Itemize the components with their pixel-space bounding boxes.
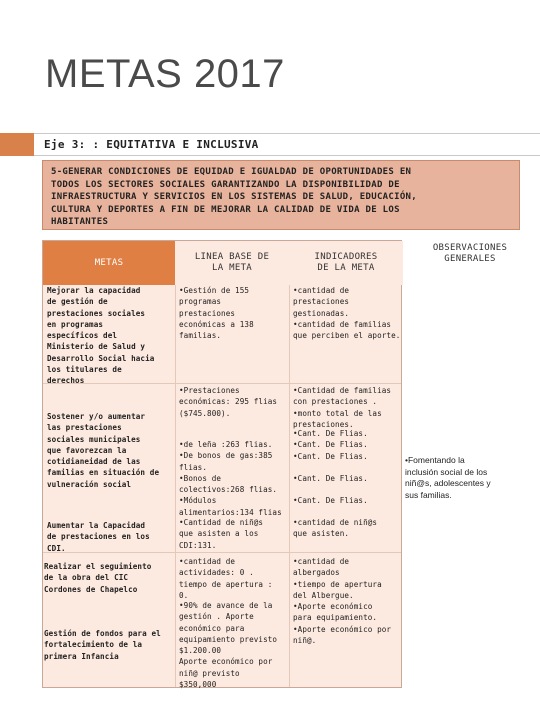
text-line: 5-GENERAR CONDICIONES DE EQUIDAD E IGUALDAD DE OPORTUNIDADES EN — [51, 167, 412, 177]
text-line: •Aporte económico por — [293, 624, 392, 634]
text-line: tiempo de apertura : — [179, 579, 273, 589]
meta-cell — [47, 520, 173, 554]
meta-cell — [44, 628, 174, 662]
indicador-cell — [293, 473, 401, 484]
text-line: económicas a 138 — [179, 319, 254, 329]
text-line: •Cant. De Flias. — [293, 429, 368, 438]
text-line: las prestaciones — [47, 423, 122, 433]
linea-base-cell — [179, 517, 287, 551]
text-line: vulneración social — [47, 479, 132, 489]
text-line: •Gestión de 155 — [179, 286, 250, 295]
text-line: primera Infancia — [44, 651, 119, 661]
text-line: •cantidad de — [293, 286, 350, 295]
text-line: sociales municipales — [47, 434, 141, 444]
text-line: de la obra del CIC — [44, 573, 129, 583]
text-line: •Cantidad de niñ@s — [179, 518, 264, 527]
text-line: de prestaciones en los — [47, 532, 150, 542]
text-line: que asisten. — [293, 529, 350, 539]
header-indicadores — [289, 241, 403, 285]
text-line: Desarrollo Social hacia — [47, 353, 155, 363]
meta-cell — [44, 561, 174, 595]
text-line: gestión . Aporte — [179, 612, 254, 622]
meta-cell — [47, 411, 173, 490]
text-line: Gestión de fondos para el — [44, 629, 161, 638]
text-line: cotidianeidad de las — [47, 457, 141, 467]
goal-box — [42, 160, 520, 230]
text-line: •cantidad de familias — [293, 319, 392, 329]
column-divider — [289, 285, 290, 687]
indicador-cell — [293, 556, 401, 646]
header-linea-base-line: LINEA BASE DE — [194, 252, 270, 262]
text-line: •Aporte económico — [293, 602, 373, 612]
axis-title: Eje 3: : EQUITATIVA E INCLUSIVA — [44, 138, 259, 151]
text-line: •Cant. De Flias. — [293, 474, 368, 483]
header-observaciones-line: GENERALES — [444, 254, 496, 264]
text-line: Aporte económico por — [179, 657, 273, 667]
text-line: niñ@s, adolescentes y — [405, 478, 491, 488]
text-line: niñ@ previsto — [179, 668, 240, 678]
text-line: niñ@. — [293, 636, 317, 646]
text-line: •cantidad de niñ@s — [293, 518, 378, 527]
text-line: específicos del — [47, 331, 118, 341]
text-line: CDI:131. — [179, 540, 217, 550]
text-line: que asisten a los — [179, 529, 259, 539]
text-line: para equipamiento. — [293, 613, 378, 623]
text-line: Realizar el seguimiento — [44, 562, 152, 571]
text-line: •de leña :263 flias. — [179, 440, 273, 449]
text-line: •Cantidad de familias — [293, 386, 392, 395]
text-line: inclusión social de los — [405, 466, 488, 477]
text-line: actividades: 0 . — [179, 568, 254, 578]
header-observaciones — [408, 243, 532, 265]
linea-base-cell — [179, 600, 287, 690]
linea-base-cell — [179, 556, 287, 601]
text-line: sus familias. — [405, 489, 452, 500]
text-line: Sostener y/o aumentar — [47, 412, 146, 421]
header-linea-base-line: LA META — [211, 263, 253, 273]
text-line: los titulares de — [47, 365, 122, 375]
text-line: en programas — [47, 319, 104, 329]
text-line: que perciben el aporte. — [293, 331, 401, 341]
text-line: equipamiento previsto — [179, 634, 278, 644]
text-line: •cantidad de — [293, 557, 350, 566]
text-line: prestaciones. — [293, 419, 354, 429]
text-line: ($745.800). — [179, 408, 231, 418]
text-line: •cantidad de — [179, 557, 236, 566]
text-line: del Albergue. — [293, 590, 354, 600]
text-line: con prestaciones . — [293, 397, 378, 407]
indicador-cell — [293, 428, 401, 462]
text-line: Mejorar la capacidad — [47, 286, 141, 295]
header-indicadores-line: DE LA META — [317, 263, 375, 273]
text-line: •Bonos de — [179, 473, 222, 483]
text-line: prestaciones — [179, 308, 236, 318]
indicador-cell — [293, 285, 401, 341]
text-line: $350,000 — [179, 680, 217, 690]
header-observaciones-line: OBSERVACIONES — [432, 243, 508, 253]
text-line: Cordones de Chapelco — [44, 584, 138, 594]
text-line: Aumentar la Capacidad — [47, 521, 146, 530]
text-line: flias. — [179, 462, 208, 472]
text-line: prestaciones sociales — [47, 308, 146, 318]
text-line: •tiempo de apertura — [293, 579, 382, 589]
column-divider — [175, 285, 176, 687]
page-title: METAS 2017 — [45, 52, 285, 96]
text-line: de gestión de — [47, 297, 108, 307]
text-line: alimentarios:134 flias — [179, 507, 282, 517]
axis-bar — [34, 133, 540, 156]
accent-block — [0, 133, 34, 156]
text-line: que favorezcan la — [47, 445, 127, 455]
text-line: •Módulos — [179, 496, 217, 506]
text-line: •De bonos de gas:385 — [179, 451, 273, 461]
text-line: fortalecimiento de la — [44, 640, 143, 650]
text-line: familias. — [179, 331, 222, 341]
text-line: •Cant. De Flias. — [293, 440, 368, 450]
text-line: HABITANTES — [51, 217, 109, 227]
text-line: Ministerio de Salud y — [47, 342, 146, 352]
meta-cell — [47, 285, 173, 387]
text-line: •90% de avance de la — [179, 601, 273, 610]
text-line: derechos — [47, 376, 85, 386]
text-line: •monto total de las — [293, 408, 382, 418]
text-line: CDI. — [47, 543, 66, 553]
text-line: familias en situación de — [47, 468, 160, 478]
text-line: colectivos:268 flias. — [179, 485, 278, 495]
text-line: •Fomentando la — [405, 455, 465, 465]
text-line: albergados — [293, 568, 340, 578]
metas-table — [42, 240, 402, 688]
header-indicadores-line: INDICADORES — [314, 252, 378, 262]
text-line: económicas: 295 flias — [179, 397, 278, 407]
goal-text — [51, 166, 511, 229]
text-line: prestaciones — [293, 297, 350, 307]
text-line: TODOS LOS SECTORES SOCIALES GARANTIZANDO LA DISPONIBILIDAD DE — [51, 179, 400, 190]
text-line: gestionadas. — [293, 308, 350, 318]
text-line: •Cant. De Flias. — [293, 496, 368, 505]
observaciones-text — [405, 455, 525, 501]
text-line: •Cant. De Flias. — [293, 451, 368, 461]
header-metas: METAS — [43, 241, 175, 285]
linea-base-cell — [179, 439, 287, 518]
indicador-cell — [293, 385, 401, 430]
indicador-cell — [293, 517, 401, 540]
text-line: •Prestaciones — [179, 386, 240, 395]
linea-base-cell — [179, 285, 287, 341]
text-line: 0. — [179, 590, 189, 600]
linea-base-cell — [179, 385, 287, 419]
text-line: CULTURA Y DEPORTES A FIN DE MEJORAR LA CALIDAD DE VIDA DE LOS — [51, 204, 400, 215]
text-line: programas — [179, 297, 222, 307]
text-line: INFRAESTRUCTURA Y SERVICIOS EN LOS SISTEMAS DE SALUD, EDUCACIÓN, — [51, 192, 417, 202]
text-line: $1.200.00 — [179, 646, 222, 656]
indicador-cell — [293, 495, 401, 506]
header-linea-base — [175, 241, 289, 285]
text-line: económico para — [179, 623, 245, 633]
